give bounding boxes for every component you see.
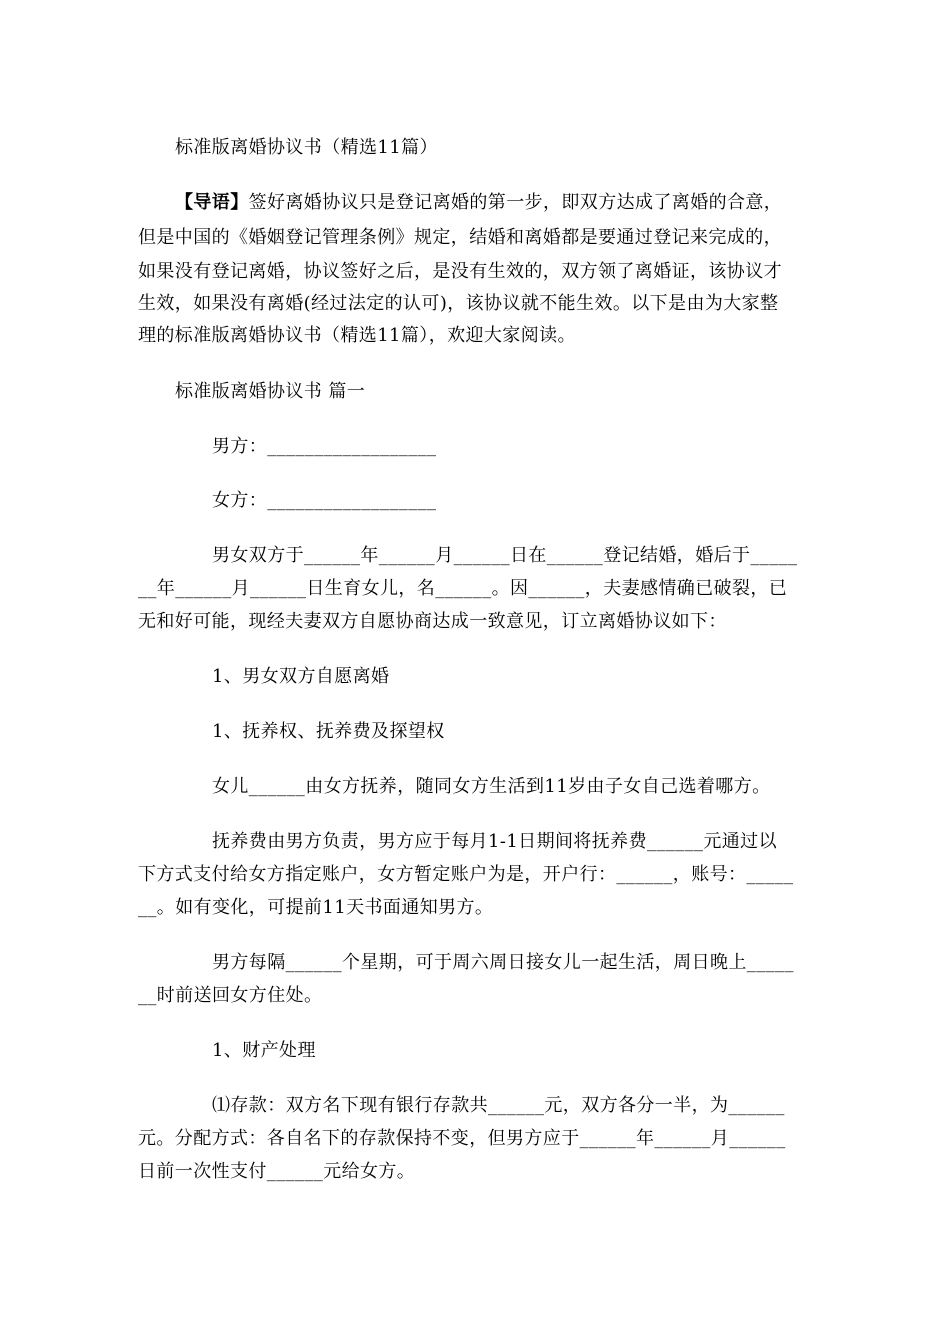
marriage-line-3: 无和好可能，现经夫妻双方自愿协商达成一致意见，订立离婚协议如下： [138,611,727,632]
support-line-3: __。如有变化，可提前11天书面通知男方。 [138,897,494,918]
document-title: 标准版离婚协议书（精选11篇） [175,137,438,158]
intro-line-1 [175,192,782,214]
section-title: 标准版离婚协议书 篇一 [175,381,366,402]
female-label: 女方：__________________ [212,490,437,511]
item-divorce: 1、男女双方自愿离婚 [212,666,390,687]
savings-line-1: ⑴存款：双方名下现有银行存款共______元，双方各分一半，为______ [212,1095,785,1116]
savings-line-2: 元。分配方式：各自名下的存款保持不变，但男方应于______年______月______ [138,1128,786,1149]
savings-line-3: 日前一次性支付______元给女方。 [138,1161,416,1182]
support-line-1: 抚养费由男方负责，男方应于每月1-1日期间将抚养费______元通过以 [212,831,777,852]
male-label: 男方：__________________ [212,436,437,457]
intro-line-2: 但是中国的《婚姻登记管理条例》规定，结婚和离婚都是要通过登记来完成的， [138,227,782,248]
intro-line-4: 生效，如果没有离婚(经过法定的认可)，该协议就不能生效。以下是由为大家整 [138,293,779,314]
item-custody: 1、抚养权、抚养费及探望权 [212,721,445,742]
visit-line-2: __时前送回女方住处。 [138,985,323,1006]
marriage-line-1: 男女双方于______年______月______日在______登记结婚，婚后于_____ [212,545,798,566]
visit-line-1: 男方每隔______个星期，可于周六周日接女儿一起生活，周日晚上_____ [212,952,794,973]
support-line-2: 下方式支付给女方指定账户，女方暂定账户为是，开户行：______，账号：_____ [138,864,794,885]
custody-line: 女儿______由女方抚养，随同女方生活到11岁由子女自己选着哪方。 [212,776,771,797]
intro-line-1-rest: 签好离婚协议只是登记离婚的第一步，即双方达成了离婚的合意， [248,192,783,213]
intro-bold-prefix: 【导语】 [175,192,249,213]
item-property: 1、财产处理 [212,1040,316,1061]
marriage-line-2: __年______月______日生育女儿，名______。因______，夫妻感情确已破裂，已 [138,578,788,599]
intro-line-3: 如果没有登记离婚，协议签好之后，是没有生效的，双方领了离婚证，该协议才 [138,261,782,282]
intro-line-5: 理的标准版离婚协议书（精选11篇），欢迎大家阅读。 [138,325,576,346]
